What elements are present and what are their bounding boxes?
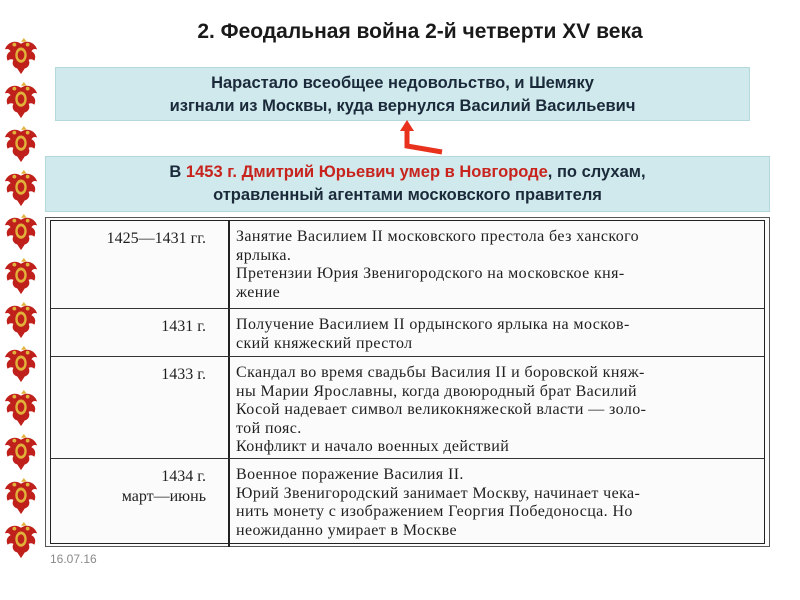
eagle-emblem-icon	[2, 80, 40, 122]
events-table	[45, 217, 770, 547]
eagle-emblem-icon	[2, 124, 40, 166]
events-table-inner	[50, 220, 765, 544]
row-date	[51, 317, 226, 337]
eagle-emblem-icon	[2, 256, 40, 298]
eagle-emblem-icon	[2, 344, 40, 386]
row-event-line: неожиданно умирает в Москве	[236, 521, 457, 539]
column-divider	[228, 309, 230, 356]
table-row	[51, 459, 764, 547]
row-event-line: Косой надевает символ великокняжеской власти — золо-	[236, 401, 647, 418]
row-event-line: Занятие Василием II московского престола без ханского	[236, 228, 640, 245]
row-event-line: ярлыка.	[236, 246, 292, 264]
emblem-column	[2, 36, 42, 564]
callout-top-line1: Нарастало всеобщее недовольство, и Шемяку	[211, 74, 594, 92]
row-event-line: ны Марии Ярославны, когда двоюродный брат Василий	[236, 382, 637, 400]
column-divider	[228, 221, 230, 308]
connector-arrow-head	[400, 120, 414, 131]
eagle-emblem-icon	[2, 432, 40, 474]
row-event	[236, 316, 756, 353]
row-date-line: 1434 г.	[161, 468, 206, 485]
table-row	[51, 357, 764, 459]
row-event-line: той пояс.	[236, 419, 302, 437]
row-date	[51, 467, 226, 507]
callout-bottom-line2: отравленный агентами московского правителя	[213, 186, 602, 204]
column-divider	[228, 357, 230, 458]
row-event-line: Юрий Звенигородский занимает Москву, начинает чека-	[236, 484, 641, 502]
table-row	[51, 309, 764, 357]
connector-arrow	[407, 124, 442, 152]
row-event-line: ский княжеский престол	[236, 334, 413, 352]
row-date	[51, 365, 226, 385]
row-event	[236, 228, 756, 302]
row-date-line: 1433 г.	[161, 366, 206, 383]
callout-bottom-highlight: 1453 г. Дмитрий Юрьевич умер в Новгороде	[185, 163, 548, 181]
row-date-line: 1431 г.	[161, 318, 206, 335]
row-event	[236, 466, 756, 540]
row-date-line: март—июнь	[121, 488, 206, 505]
callout-top-line2: изгнали из Москвы, куда вернулся Василий Васильевич	[169, 97, 636, 115]
row-event-line: Конфликт и начало военных действий	[236, 438, 510, 455]
slide-date: 16.07.16	[50, 552, 97, 566]
slide-title: 2. Феодальная война 2-й четверти XV века	[197, 20, 643, 43]
eagle-emblem-icon	[2, 36, 40, 78]
eagle-emblem-icon	[2, 476, 40, 518]
eagle-emblem-icon	[2, 300, 40, 342]
row-event-line: Скандал во время свадьбы Василия II и боровской княж-	[236, 364, 645, 381]
eagle-emblem-icon	[2, 168, 40, 210]
row-date-line: 1425—1431 гг.	[106, 230, 206, 247]
table-row	[51, 221, 764, 309]
row-date	[51, 229, 226, 249]
row-event-line: жение	[236, 283, 281, 301]
callout-bottom-line1	[46, 161, 769, 184]
eagle-emblem-icon	[2, 520, 40, 562]
callout-bottom-suffix: , по слухам,	[547, 163, 646, 181]
row-event-line: Претензии Юрия Звенигородского на московское кня-	[236, 265, 625, 282]
row-event	[236, 364, 756, 457]
row-event-line: Военное поражение Василия II.	[236, 466, 464, 483]
callout-bottom	[45, 156, 770, 212]
eagle-emblem-icon	[2, 388, 40, 430]
row-event-line: Получение Василием II ордынского ярлыка на москов-	[236, 316, 630, 333]
row-event-line: нить монету с изображением Георгия Победоносца. Но	[236, 503, 633, 520]
column-divider	[228, 459, 230, 547]
callout-bottom-prefix: В	[169, 163, 186, 181]
eagle-emblem-icon	[2, 212, 40, 254]
callout-top	[55, 67, 750, 121]
